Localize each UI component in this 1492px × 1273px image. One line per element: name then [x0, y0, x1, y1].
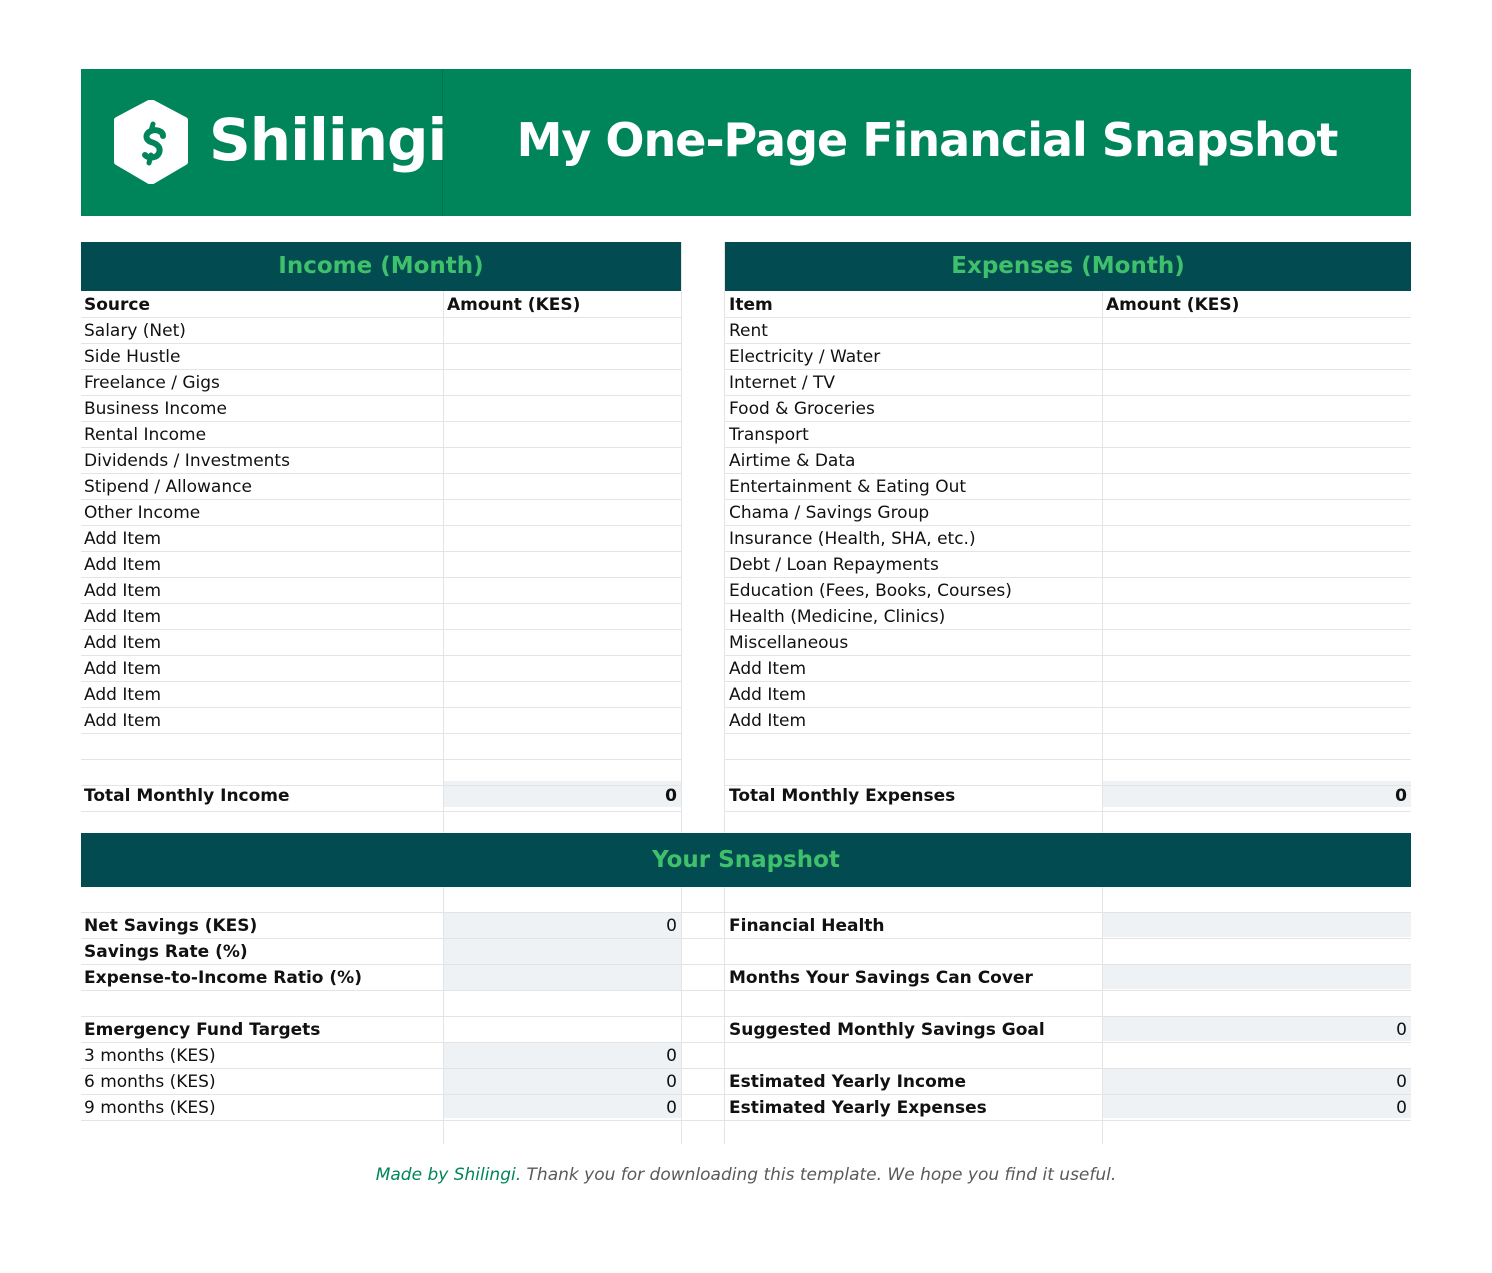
income-row-label[interactable]: Side Hustle [84, 347, 181, 367]
savings-rate-label: Savings Rate (%) [84, 942, 248, 962]
income-row-label[interactable]: Add Item [84, 529, 162, 549]
income-row-label[interactable]: Rental Income [84, 425, 207, 445]
grid-line [725, 395, 1411, 396]
total-expenses-label: Total Monthly Expenses [729, 786, 956, 806]
grid-line [81, 551, 681, 552]
income-row-label[interactable]: Add Item [84, 607, 162, 627]
expense-row-label[interactable]: Miscellaneous [729, 633, 849, 653]
expenses-column-amount: Amount (KES) [1106, 295, 1240, 315]
grid-line [725, 811, 1411, 812]
grid-line [81, 499, 681, 500]
grid-line [681, 242, 682, 833]
total-expenses-value: 0 [1395, 786, 1407, 806]
yearly-income-label: Estimated Yearly Income [729, 1072, 967, 1092]
header-banner [81, 69, 1411, 216]
suggested-goal-value: 0 [1396, 1020, 1407, 1040]
expense-row-label[interactable]: Entertainment & Eating Out [729, 477, 967, 497]
grid-line [725, 577, 1411, 578]
grid-line [81, 964, 1411, 965]
grid-line [725, 421, 1411, 422]
income-row-label[interactable]: Add Item [84, 581, 162, 601]
grid-line [81, 938, 1411, 939]
income-row-label[interactable]: Add Item [84, 555, 162, 575]
income-row-label[interactable]: Add Item [84, 659, 162, 679]
expense-row-label[interactable]: Transport [729, 425, 809, 445]
yearly-expenses-value: 0 [1396, 1098, 1407, 1118]
grid-line [81, 603, 681, 604]
expense-row-label[interactable]: Add Item [729, 711, 807, 731]
grid-line [725, 759, 1411, 760]
income-row-label[interactable]: Business Income [84, 399, 227, 419]
footer-brand-link[interactable]: Made by Shilingi. [375, 1165, 522, 1185]
income-row-label[interactable]: Add Item [84, 633, 162, 653]
income-row-label[interactable]: Freelance / Gigs [84, 373, 220, 393]
grid-line [81, 1120, 1411, 1121]
emergency-row-label: 9 months (KES) [84, 1098, 216, 1118]
suggested-goal-label: Suggested Monthly Savings Goal [729, 1020, 1045, 1040]
expense-row-label[interactable]: Add Item [729, 685, 807, 705]
grid-line [725, 317, 1411, 318]
income-header: Income (Month) [81, 242, 681, 291]
grid-line [725, 369, 1411, 370]
total-income-label: Total Monthly Income [84, 786, 290, 806]
snapshot-header: Your Snapshot [81, 833, 1411, 887]
grid-line [81, 733, 681, 734]
grid-line [81, 447, 681, 448]
expenses-column-item: Item [729, 295, 773, 315]
expense-row-label[interactable]: Chama / Savings Group [729, 503, 930, 523]
emergency-fund-label: Emergency Fund Targets [84, 1020, 321, 1040]
grid-line [81, 1042, 1411, 1043]
grid-line [81, 990, 1411, 991]
months-cover-label: Months Your Savings Can Cover [729, 968, 1033, 988]
grid-line [725, 343, 1411, 344]
months-cover-value [1106, 965, 1407, 991]
income-row-label[interactable]: Add Item [84, 711, 162, 731]
expense-row-label[interactable]: Internet / TV [729, 373, 836, 393]
grid-line [443, 291, 444, 833]
grid-line [725, 525, 1411, 526]
expense-ratio-label: Expense-to-Income Ratio (%) [84, 968, 362, 988]
expenses-header: Expenses (Month) [725, 242, 1411, 291]
income-row-label[interactable]: Add Item [84, 685, 162, 705]
footer-note [0, 1162, 1492, 1188]
grid-line [81, 1016, 1411, 1017]
grid-line [725, 681, 1411, 682]
emergency-row-label: 6 months (KES) [84, 1072, 216, 1092]
expense-row-label[interactable]: Airtime & Data [729, 451, 856, 471]
yearly-income-value: 0 [1396, 1072, 1407, 1092]
net-savings-label: Net Savings (KES) [84, 916, 258, 936]
grid-line [81, 1068, 1411, 1069]
income-column-source: Source [84, 295, 151, 315]
grid-line [81, 655, 681, 656]
expense-row-label[interactable]: Rent [729, 321, 768, 341]
income-row-label[interactable]: Stipend / Allowance [84, 477, 252, 497]
income-column-amount: Amount (KES) [447, 295, 581, 315]
grid-line [725, 499, 1411, 500]
expense-row-label[interactable]: Add Item [729, 659, 807, 679]
grid-line [725, 707, 1411, 708]
brand-name: Shilingi [209, 106, 447, 174]
grid-line [81, 395, 681, 396]
grid-line [81, 473, 681, 474]
expense-row-label[interactable]: Debt / Loan Repayments [729, 555, 939, 575]
grid-line [725, 655, 1411, 656]
grid-line [725, 447, 1411, 448]
grid-line [81, 707, 681, 708]
grid-line [81, 421, 681, 422]
expense-row-label[interactable]: Insurance (Health, SHA, etc.) [729, 529, 976, 549]
grid-line [81, 343, 681, 344]
grid-line [725, 551, 1411, 552]
page-title: My One-Page Financial Snapshot [516, 113, 1338, 167]
grid-line [81, 759, 681, 760]
grid-line [81, 811, 681, 812]
grid-line [81, 785, 681, 786]
grid-line [725, 629, 1411, 630]
expense-row-label[interactable]: Electricity / Water [729, 347, 881, 367]
grid-line [725, 785, 1411, 786]
income-row-label[interactable]: Salary (Net) [84, 321, 186, 341]
savings-rate-value [447, 939, 677, 965]
grid-line [725, 603, 1411, 604]
shilingi-cube-logo-icon [111, 100, 191, 184]
emergency-row-value: 0 [666, 1046, 677, 1066]
grid-line [81, 317, 681, 318]
expense-row-label[interactable]: Education (Fees, Books, Courses) [729, 581, 1012, 601]
grid-line [725, 473, 1411, 474]
emergency-row-value: 0 [666, 1098, 677, 1118]
net-savings-value: 0 [666, 916, 677, 936]
emergency-row-value: 0 [666, 1072, 677, 1092]
expense-ratio-value [447, 965, 677, 991]
income-row-label[interactable]: Other Income [84, 503, 201, 523]
grid-line [725, 733, 1411, 734]
grid-line [81, 369, 681, 370]
grid-line [81, 577, 681, 578]
total-income-value: 0 [665, 786, 677, 806]
grid-line [81, 629, 681, 630]
grid-line [81, 912, 1411, 913]
financial-health-value [1106, 913, 1407, 939]
footer-message: Thank you for downloading this template. We hope you find it useful. [521, 1165, 1117, 1185]
grid-line [81, 1094, 1411, 1095]
income-row-label[interactable]: Dividends / Investments [84, 451, 290, 471]
grid-line [81, 681, 681, 682]
yearly-expenses-label: Estimated Yearly Expenses [729, 1098, 987, 1118]
expense-row-label[interactable]: Food & Groceries [729, 399, 875, 419]
grid-line [724, 242, 725, 833]
grid-line [1102, 291, 1103, 833]
grid-line [81, 525, 681, 526]
emergency-row-label: 3 months (KES) [84, 1046, 216, 1066]
financial-health-label: Financial Health [729, 916, 885, 936]
expense-row-label[interactable]: Health (Medicine, Clinics) [729, 607, 946, 627]
